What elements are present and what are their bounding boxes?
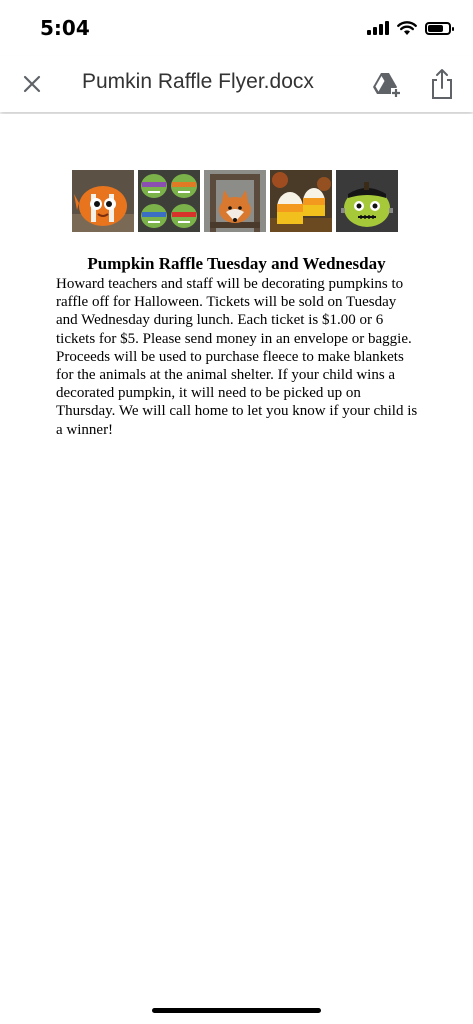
frankenstein-pumpkin-image	[336, 170, 398, 232]
flyer-heading: Pumpkin Raffle Tuesday and Wednesday	[87, 254, 386, 273]
ninja-turtles-pumpkins-image	[138, 170, 200, 232]
drive-add-icon	[370, 68, 402, 100]
battery-fill	[428, 25, 443, 32]
cellular-signal-icon	[367, 21, 389, 35]
pumpkin-images-row	[72, 170, 398, 232]
wifi-icon	[397, 21, 417, 36]
candy-corn-pumpkins-image	[270, 170, 332, 232]
clownfish-pumpkin-image	[72, 170, 134, 232]
flyer-body-text: Howard teachers and staff will be decorating pumpkins to raffle off for Halloween. Tickets will be sold on Tuesday and Wednesday during lunch. Each ticket is $1.00 or 6 tickets for $5. Please send money in an envelope or baggie. Proceeds will be used to purchase fleece to make blankets for the animals at the animal shelter. If your child wins a decorated pumpkin, it will need to be picked up on Thursday. We will call home to let you know if your child is a winner!	[56, 276, 418, 438]
add-to-drive-button[interactable]	[370, 68, 402, 100]
status-time: 5:04	[40, 16, 90, 40]
status-bar	[0, 0, 473, 56]
fox-pumpkin-image	[204, 170, 266, 232]
close-icon	[14, 66, 50, 102]
status-icons	[367, 20, 451, 36]
document-toolbar	[0, 56, 473, 112]
close-button[interactable]	[14, 66, 50, 102]
document-title: Pumkin Raffle Flyer.docx	[82, 70, 314, 93]
document-page	[0, 114, 473, 994]
battery-icon	[425, 22, 451, 35]
share-button[interactable]	[426, 66, 458, 102]
home-indicator[interactable]	[152, 1008, 321, 1013]
share-icon	[426, 66, 458, 102]
